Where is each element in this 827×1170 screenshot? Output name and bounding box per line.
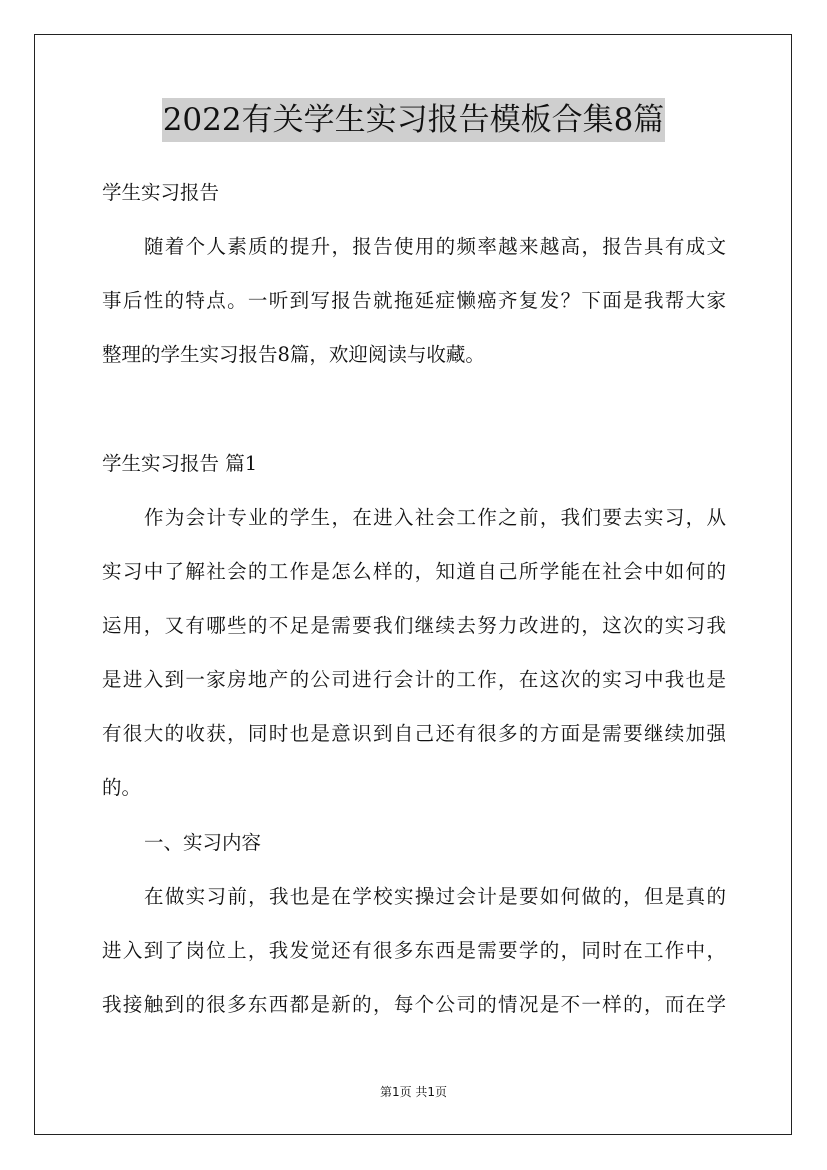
paragraph-line: 进入到了岗位上，我发觉还有很多东西是需要学的，同时在工作中，	[102, 939, 726, 962]
paragraph-line: 运用，又有哪些的不足是需要我们继续去努力改进的，这次的实习我	[102, 614, 726, 637]
section-heading: 学生实习报告 篇1	[102, 452, 258, 475]
paragraph-line: 有很大的收获，同时也是意识到自己还有很多的方面是需要继续加强	[102, 722, 726, 745]
page-footer: 第1页 共1页	[379, 1085, 448, 1099]
subsection-heading: 一、实习内容	[144, 831, 262, 854]
paragraph-line: 实习中了解社会的工作是怎么样的，知道自己所学能在社会中如何的	[102, 560, 726, 583]
paragraph-line: 在做实习前，我也是在学校实操过会计是要如何做的，但是真的	[144, 885, 726, 908]
title-container	[0, 98, 827, 142]
paragraph-line: 整理的学生实习报告8篇，欢迎阅读与收藏。	[102, 343, 485, 366]
paragraph-line: 作为会计专业的学生，在进入社会工作之前，我们要去实习，从	[144, 506, 726, 529]
section-heading: 学生实习报告	[102, 181, 220, 204]
paragraph-line: 随着个人素质的提升，报告使用的频率越来越高，报告具有成文	[144, 235, 726, 258]
paragraph-line: 事后性的特点。一听到写报告就拖延症懒癌齐复发？下面是我帮大家	[102, 289, 726, 312]
paragraph-line: 是进入到一家房地产的公司进行会计的工作，在这次的实习中我也是	[102, 668, 726, 691]
paragraph-line: 的。	[102, 776, 142, 799]
document-title: 2022有关学生实习报告模板合集8篇	[162, 98, 666, 142]
paragraph-line: 我接触到的很多东西都是新的，每个公司的情况是不一样的，而在学	[102, 993, 726, 1016]
